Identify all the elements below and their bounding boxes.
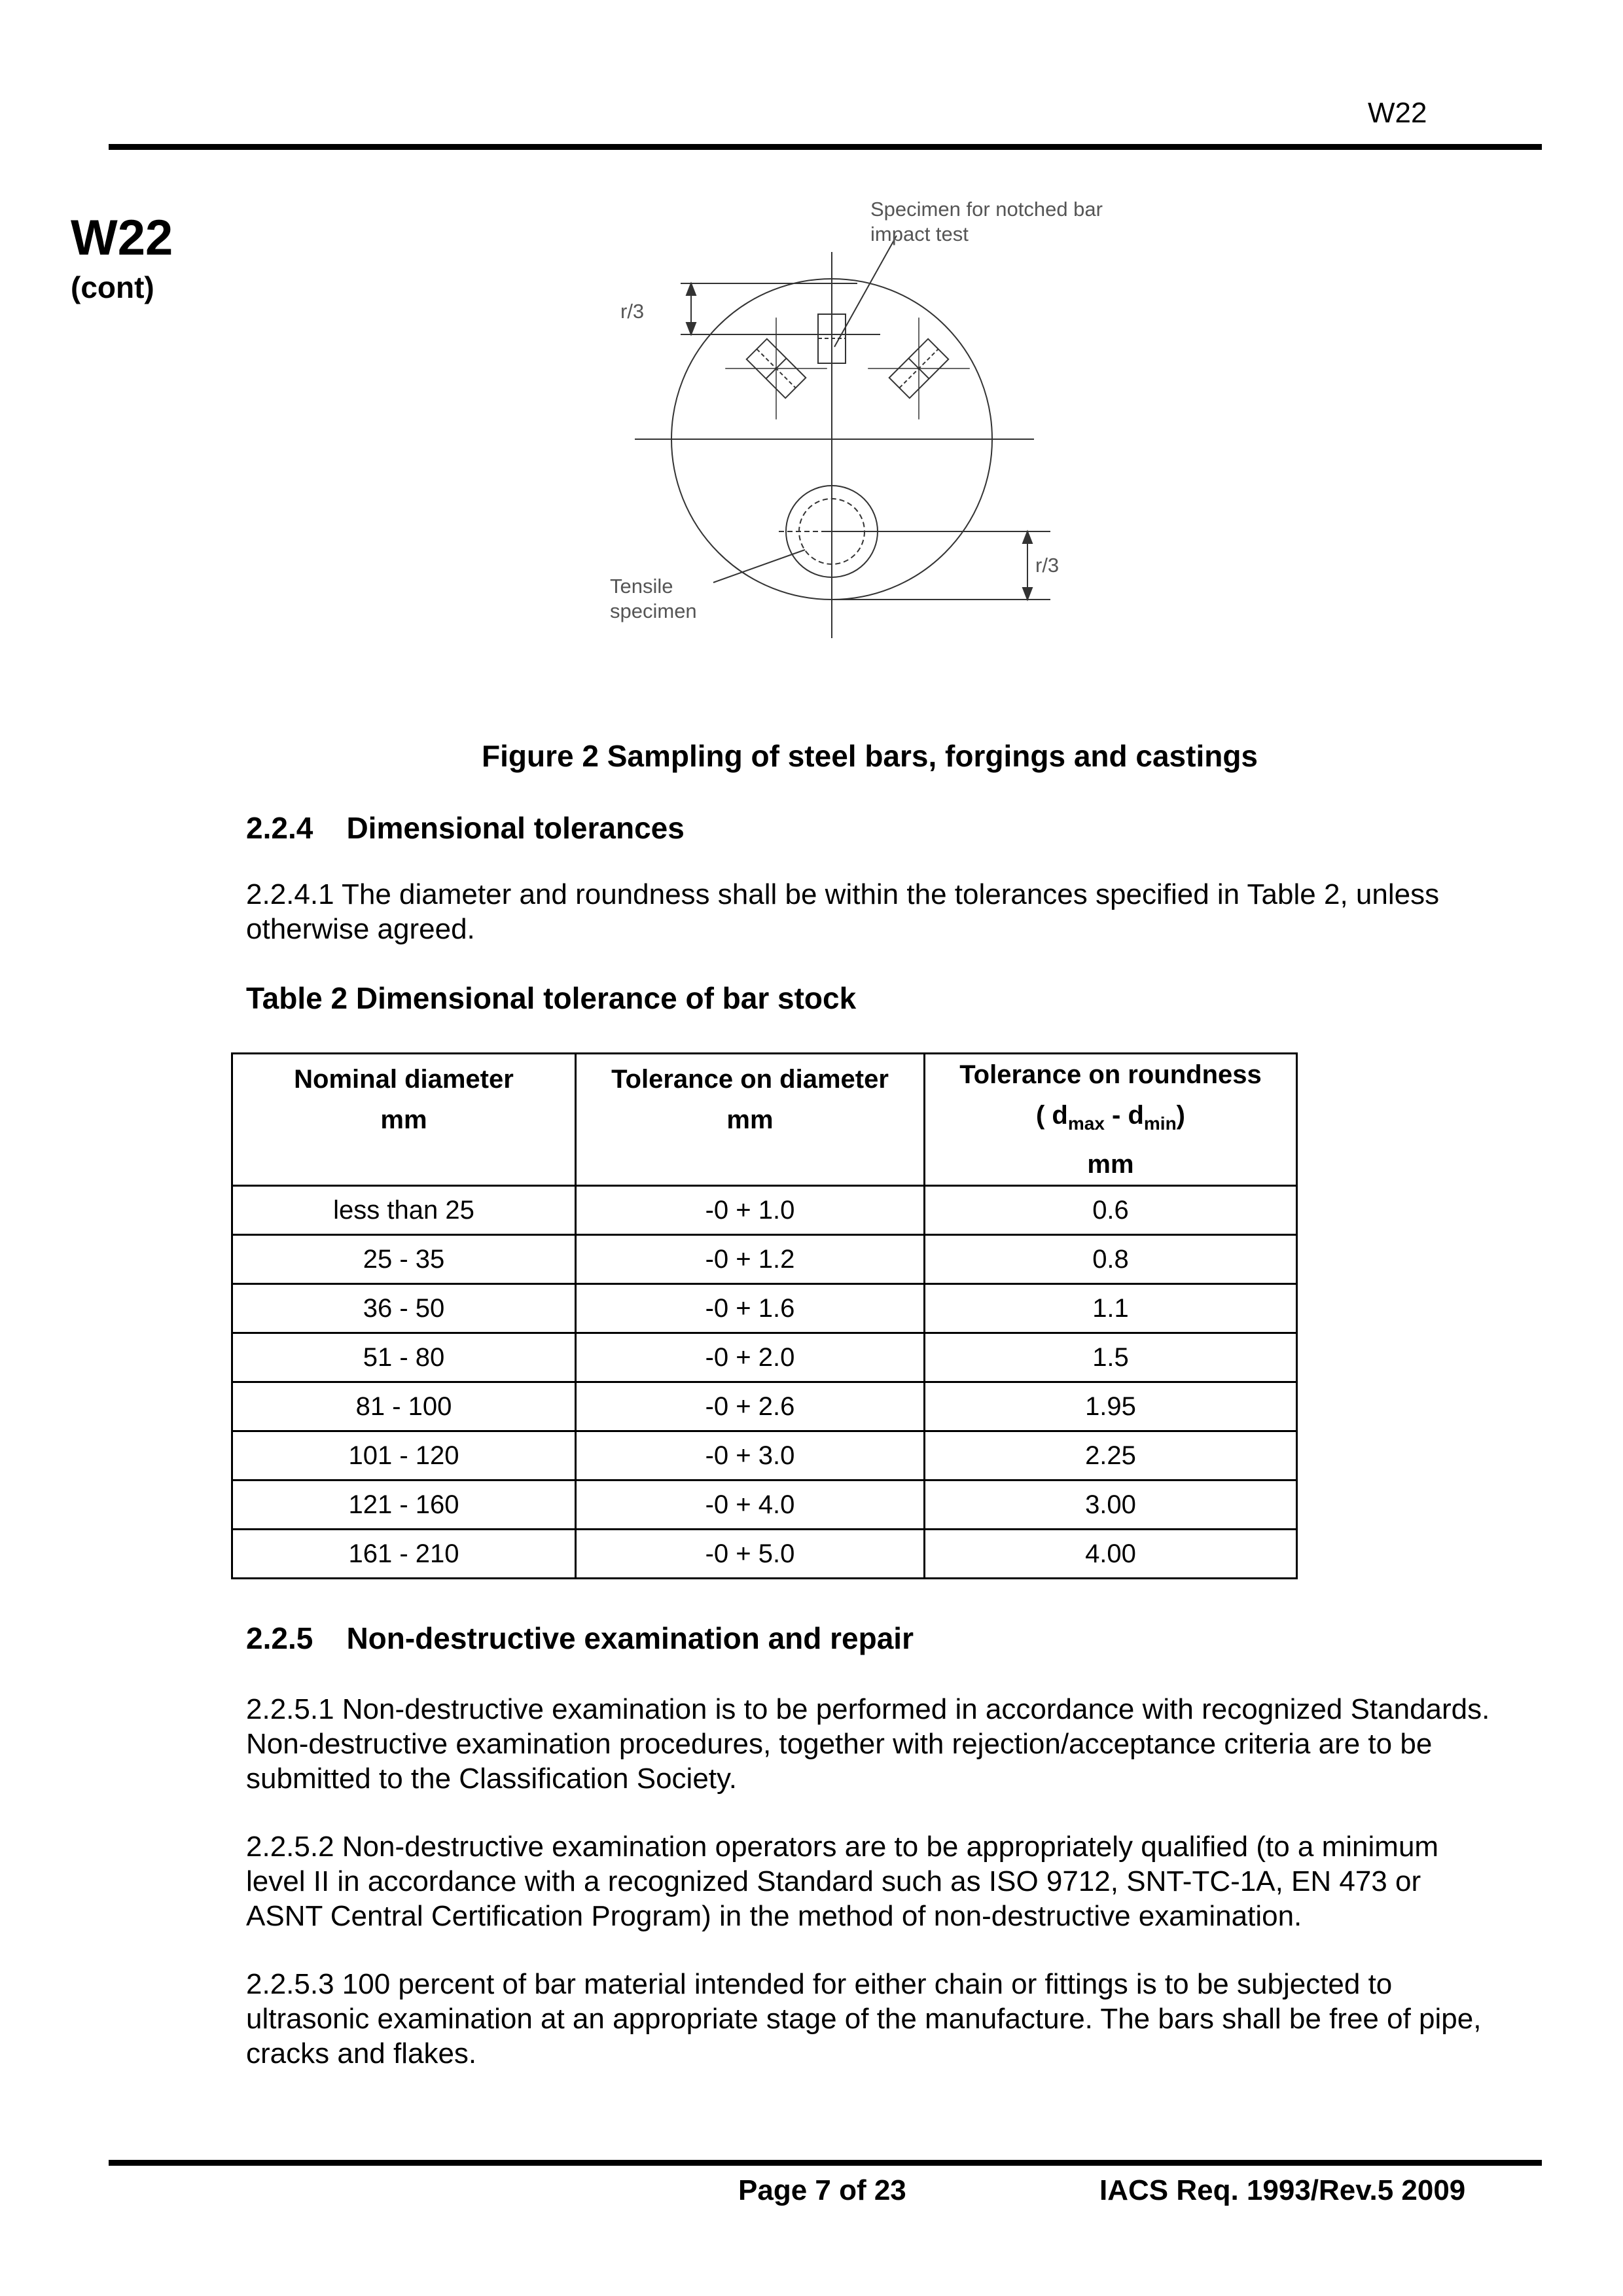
table-row: [232, 1333, 1297, 1382]
figure-caption: Figure 2 Sampling of steel bars, forgings and castings: [482, 739, 1258, 773]
col3-title: Tolerance on roundness: [959, 1060, 1262, 1089]
cell: -0 + 4.0: [575, 1480, 924, 1530]
cell: -0 + 3.0: [575, 1431, 924, 1480]
cell: -0 + 1.6: [575, 1284, 924, 1333]
cell: -0 + 1.0: [575, 1186, 924, 1235]
cell: 101 - 120: [232, 1431, 576, 1480]
footer-rule: [109, 2160, 1542, 2166]
section-224-title: Dimensional tolerances: [346, 811, 685, 845]
table-row: [232, 1235, 1297, 1284]
tolerance-table: [231, 1052, 1298, 1579]
cell: 1.5: [925, 1333, 1297, 1382]
para-2241: 2.2.4.1 The diameter and roundness shall be within the tolerances specified in Table 2, unless otherwise agreed.: [246, 878, 1440, 945]
impact-specimen-right: [868, 317, 970, 420]
cell: 161 - 210: [232, 1530, 576, 1579]
table-title: Table 2 Dimensional tolerance of bar stock: [246, 981, 857, 1015]
cell: 3.00: [925, 1480, 1297, 1530]
para-2252: 2.2.5.2 Non-destructive examination operators are to be appropriately qualified (to a minimum level II in accordance with a recognized Standard such as ISO 9712, SNT-TC-1A, EN 473 or ASNT Central Certification Program) in the method of non-destructive examination.: [246, 1831, 1439, 1932]
section-224-num: 2.2.4: [246, 811, 313, 845]
cell: 0.8: [925, 1235, 1297, 1284]
col2-title: Tolerance on diameter: [611, 1064, 889, 1094]
r3-bottom-label: r/3: [1035, 554, 1060, 577]
r3-top-label: r/3: [620, 300, 645, 323]
col-tolerance-diameter: [575, 1054, 924, 1186]
impact-specimen-left: [725, 317, 827, 420]
cell: -0 + 5.0: [575, 1530, 924, 1579]
sampling-figure: [569, 187, 1145, 658]
cell: 121 - 160: [232, 1480, 576, 1530]
table-row: [232, 1186, 1297, 1235]
cell: less than 25: [232, 1186, 576, 1235]
table-row: [232, 1382, 1297, 1431]
section-225-heading: [246, 1621, 914, 1656]
table-row: [232, 1431, 1297, 1480]
col1-unit: mm: [380, 1105, 427, 1134]
section-225-title: Non-destructive examination and repair: [346, 1621, 914, 1655]
cell: 1.1: [925, 1284, 1297, 1333]
cell: 81 - 100: [232, 1382, 576, 1431]
col3-formula: ( $d_{max} - d_{min}$): [1035, 1101, 1185, 1134]
cell: 36 - 50: [232, 1284, 576, 1333]
cell: 1.95: [925, 1382, 1297, 1431]
section-224-heading: [246, 810, 685, 846]
section-225-num: 2.2.5: [246, 1621, 313, 1655]
side-note: (cont): [71, 270, 154, 304]
col-nominal-diameter: [232, 1054, 576, 1186]
col2-unit: mm: [726, 1105, 774, 1134]
col1-title: Nominal diameter: [294, 1064, 514, 1094]
cell: -0 + 2.0: [575, 1333, 924, 1382]
para-2251: 2.2.5.1 Non-destructive examination is to be performed in accordance with recognized Standards. Non-destructive examination procedures, together with rejection/acceptance criteria are to be submitted to the Classification Society.: [246, 1693, 1490, 1795]
cell: 0.6: [925, 1186, 1297, 1235]
table-row: [232, 1284, 1297, 1333]
col3-unit: mm: [1087, 1150, 1134, 1179]
table-row: [232, 1530, 1297, 1579]
cell: -0 + 1.2: [575, 1235, 924, 1284]
cell: 4.00: [925, 1530, 1297, 1579]
table-header-row: [232, 1054, 1297, 1186]
table-row: [232, 1480, 1297, 1530]
page-number: Page 7 of 23: [738, 2174, 906, 2206]
side-code: W22: [71, 210, 173, 266]
col-tolerance-roundness: [925, 1054, 1297, 1186]
requirement-ref: IACS Req. 1993/Rev.5 2009: [1099, 2174, 1466, 2206]
cell: 25 - 35: [232, 1235, 576, 1284]
cell: 51 - 80: [232, 1333, 576, 1382]
header-code: W22: [1368, 97, 1427, 129]
tensile-specimen-label: Tensile specimen: [610, 575, 697, 622]
header-rule: [109, 144, 1542, 150]
cell: 2.25: [925, 1431, 1297, 1480]
impact-leader: [834, 236, 897, 347]
cell: -0 + 2.6: [575, 1382, 924, 1431]
impact-specimen-label: Specimen for notched bar impact test: [870, 198, 1103, 245]
para-2253: 2.2.5.3 100 percent of bar material intended for either chain or fittings is to be subjected to ultrasonic examination at an appropriate stage of the manufacture. The bars shall be free of pipe, cracks and flakes.: [246, 1968, 1482, 2070]
tensile-leader: [713, 550, 805, 583]
